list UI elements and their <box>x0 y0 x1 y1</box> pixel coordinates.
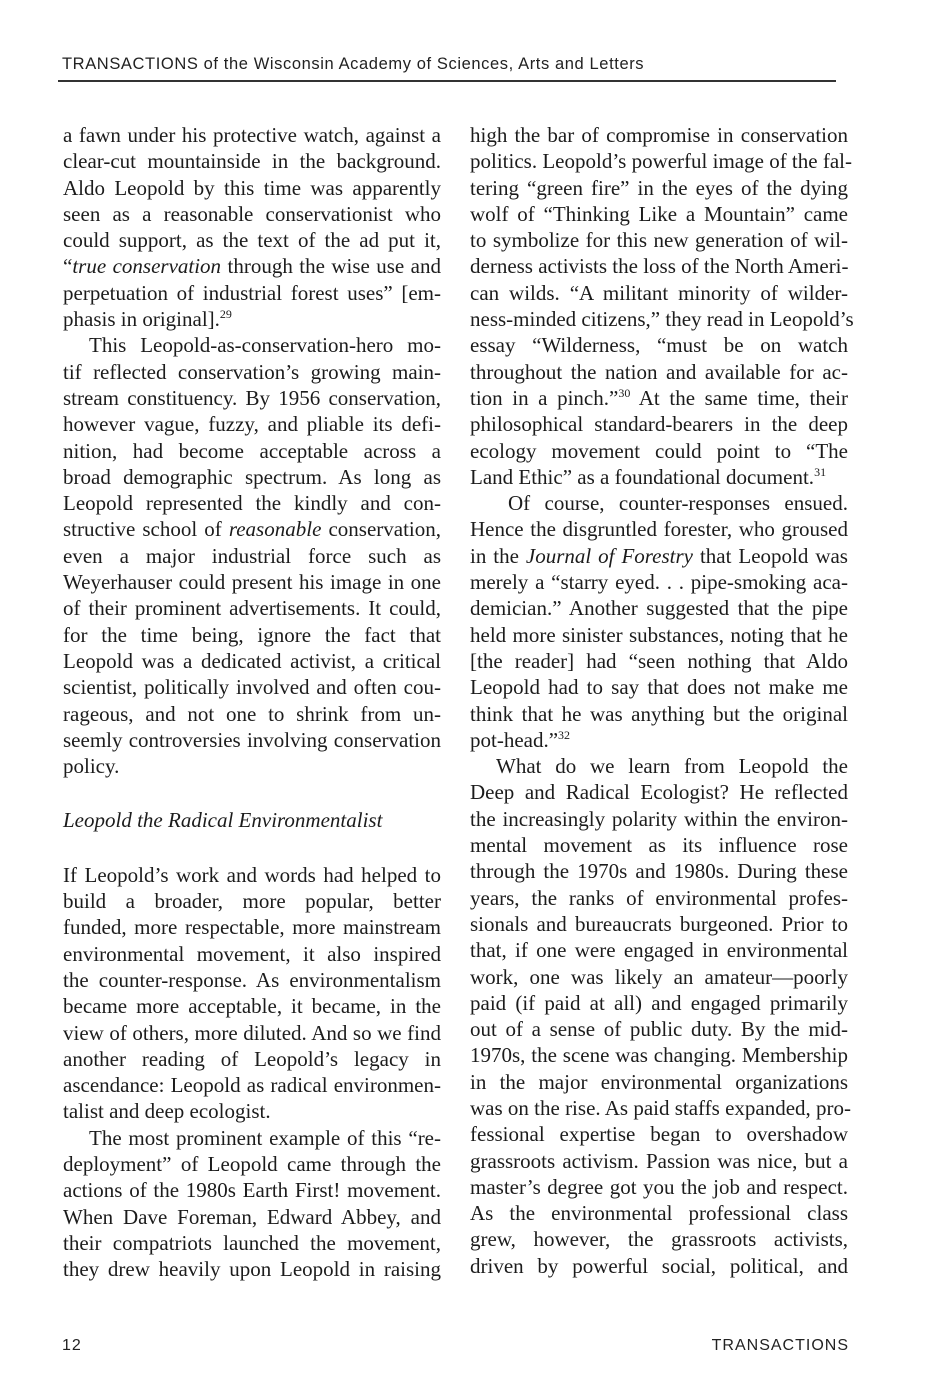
section-spacer <box>63 779 441 807</box>
text-line: Weyerhauser could present his image in one <box>63 570 441 595</box>
text-line: broad demographic spectrum. As long as <box>63 464 441 489</box>
text-line: for the time being, ignore the fact that <box>63 622 441 647</box>
text-line: to symbolize for this new generation of wil- <box>470 228 848 253</box>
text-line: was on the rise. As paid staffs expanded, pro- <box>470 1095 852 1120</box>
text-line: ecology movement could point to “The <box>470 438 848 463</box>
text-line: could support, as the text of the ad put it, <box>63 228 441 253</box>
text-line: tion in a pinch.”$^{30}$ At the same time, their <box>470 385 848 410</box>
footnote-ref[interactable]: 30 <box>618 385 631 400</box>
text-line: phasis in original].$^{29}$ <box>63 307 232 332</box>
text-line: If Leopold’s work and words had helped to <box>63 862 441 887</box>
text-line: actions of the 1980s Earth First! movement. <box>63 1178 441 1203</box>
text-line: deployment” of Leopold came through the <box>63 1151 441 1176</box>
text-line: however vague, fuzzy, and pliable its defi- <box>63 412 441 437</box>
running-header: TRANSACTIONS of the Wisconsin Academy of Sciences, Arts and Letters <box>62 55 645 73</box>
text-line: the counter-response. As environmentalism <box>63 967 441 992</box>
footer-journal-title: TRANSACTIONS <box>711 1337 849 1354</box>
text-line: Aldo Leopold by this time was apparently <box>63 175 441 200</box>
text-line: a fawn under his protective watch, against a <box>63 123 441 147</box>
text-line: scientist, politically involved and often cou- <box>63 675 441 700</box>
text-line: tif reflected conservation’s growing main- <box>63 359 441 384</box>
paragraph-ad-description <box>63 122 441 332</box>
text-line: Leopold had to say that does not make me <box>470 675 848 700</box>
journal-title: Journal of Forestry <box>525 543 693 568</box>
text-line: became more acceptable, it became, in the <box>63 994 441 1019</box>
text-line: ascendance: Leopold as radical environmen- <box>63 1073 441 1098</box>
text-line: in the Journal of Forestry that Leopold was <box>470 543 848 568</box>
text-line: seen as a reasonable conservationist who <box>63 201 441 226</box>
text-line: sionals and bureaucrats burgeoned. Prior to <box>470 911 848 936</box>
paragraph-green-fire <box>470 122 854 490</box>
text-line: As the environmental professional class <box>470 1201 848 1226</box>
paragraph-what-we-learn <box>470 753 852 1279</box>
text-line: even a major industrial force such as <box>63 543 441 568</box>
text-line: build a broader, more popular, better <box>63 889 441 914</box>
text-line: in the major environmental organizations <box>470 1069 848 1094</box>
text-line: think that he was anything but the original <box>470 701 848 726</box>
text-line: stream constituency. By 1956 conservation, <box>63 385 441 410</box>
text-line: 1970s, the scene was changing. Membership <box>470 1043 848 1068</box>
footnote-ref[interactable]: 31 <box>814 464 827 479</box>
text-line: “true conservation through the wise use and <box>63 254 441 279</box>
text-line: When Dave Foreman, Edward Abbey, and <box>63 1204 441 1229</box>
text-line: driven by powerful social, political, and <box>470 1253 848 1278</box>
text-line: nition, had become acceptable across a <box>63 438 441 463</box>
text-line: environmental movement, it also inspired <box>63 941 441 966</box>
text-line: perpetuation of industrial forest uses” [em- <box>63 280 441 305</box>
text-line: seemly controversies involving conservation <box>63 727 441 752</box>
text-line: What do we learn from Leopold the <box>496 754 848 779</box>
paragraph-counter-responses <box>470 490 848 753</box>
text-line: Hence the disgruntled forester, who groused <box>470 517 848 542</box>
paragraph-radical-intro <box>63 862 441 1125</box>
text-line: policy. <box>63 754 120 779</box>
text-line: clear-cut mountainside in the background. <box>63 149 441 174</box>
text-line: high the bar of compromise in conservation <box>470 123 848 147</box>
text-line: pot-head.”$^{32}$ <box>470 727 571 752</box>
text-line: that, if one were engaged in environmental <box>470 938 848 963</box>
text-line: view of others, more diluted. And so we find <box>63 1020 441 1045</box>
page-number: 12 <box>62 1337 82 1354</box>
text-line: rageous, and not one to shrink from un- <box>63 701 441 726</box>
section-heading: Leopold the Radical Environmentalist <box>63 808 383 833</box>
header-rule <box>58 80 836 82</box>
text-line: they drew heavily upon Leopold in raising <box>63 1257 441 1282</box>
paragraph-conservation-hero <box>63 332 441 779</box>
text-line: master’s degree got you the job and respect. <box>470 1174 848 1199</box>
text-line: essay “Wilderness, “must be on watch <box>470 333 848 358</box>
text-line: out of a sense of public duty. By the mid- <box>470 1017 848 1042</box>
text-line: held more sinister substances, noting that he <box>470 622 848 647</box>
text-line: Land Ethic” as a foundational document.$^{31}$ <box>470 464 827 489</box>
text-line: work, one was likely an amateur—poorly <box>470 964 848 989</box>
section-spacer <box>63 834 441 862</box>
emphasis-text: reasonable <box>228 517 322 542</box>
text-line: fessional expertise began to overshadow <box>470 1122 848 1147</box>
footnote-ref[interactable]: 29 <box>219 307 232 322</box>
text-line: ness-minded citizens,” they read in Leopold’s <box>470 307 854 332</box>
text-line: Leopold was a dedicated activist, a critical <box>63 648 441 673</box>
text-line: derness activists the loss of the North Ameri- <box>470 254 849 279</box>
text-line: grew, however, the grassroots activists, <box>470 1227 848 1252</box>
text-line: can wilds. “A militant minority of wilder- <box>470 280 848 305</box>
text-line: demician.” Another suggested that the pipe <box>470 596 848 621</box>
emphasis-text: true conservation <box>72 254 222 279</box>
text-line: throughout the nation and available for ac- <box>470 359 848 384</box>
text-line: structive school of reasonable conservation, <box>63 517 442 542</box>
text-line: funded, more respectable, more mainstream <box>63 915 441 940</box>
text-line: Leopold represented the kindly and con- <box>63 491 441 516</box>
right-column <box>470 122 854 1279</box>
left-column <box>63 122 441 1282</box>
text-line: years, the ranks of environmental profes- <box>470 885 848 910</box>
text-line: another reading of Leopold’s legacy in <box>63 1046 441 1071</box>
text-line: paid (if paid at all) and engaged primarily <box>470 990 848 1015</box>
text-line: tering “green fire” in the eyes of the dying <box>470 175 848 200</box>
text-line: philosophical standard-bearers in the deep <box>470 412 848 437</box>
text-line: merely a “starry eyed. . . pipe-smoking aca- <box>470 570 848 595</box>
text-line: Of course, counter-responses ensued. <box>508 491 848 516</box>
text-line: the increasingly polarity within the environ- <box>470 806 848 831</box>
text-line: through the 1970s and 1980s. During these <box>470 859 848 884</box>
text-line: talist and deep ecologist. <box>63 1099 271 1124</box>
text-line: [the reader] had “seen nothing that Aldo <box>470 648 848 673</box>
text-line: wolf of “Thinking Like a Mountain” came <box>470 201 848 226</box>
text-line: This Leopold-as-conservation-hero mo- <box>89 333 441 358</box>
text-line: The most prominent example of this “re- <box>89 1125 441 1150</box>
paragraph-earth-first <box>63 1125 441 1283</box>
text-line: their compatriots launched the movement, <box>63 1230 441 1255</box>
text-line: grassroots activism. Passion was nice, but a <box>470 1148 848 1173</box>
footnote-ref[interactable]: 32 <box>558 727 571 742</box>
text-line: of their prominent advertisements. It could, <box>63 596 441 621</box>
text-line: mental movement as its influence rose <box>470 833 848 858</box>
text-line: Deep and Radical Ecologist? He reflected <box>470 780 848 805</box>
text-line: politics. Leopold’s powerful image of the fal- <box>470 149 852 174</box>
